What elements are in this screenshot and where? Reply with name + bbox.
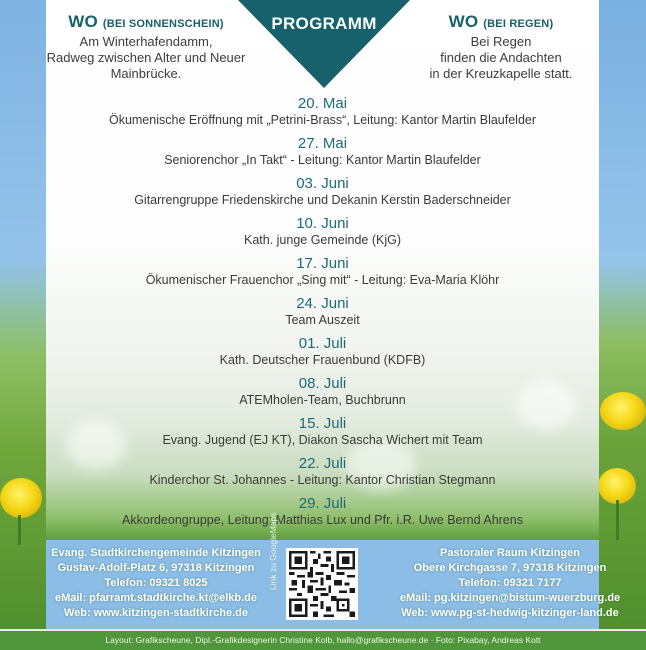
location-line: Am Winterhafendamm, bbox=[79, 34, 213, 49]
event-date: 17. Juni bbox=[296, 255, 349, 272]
event-date: 01. Juli bbox=[298, 335, 347, 352]
program-title: PROGRAMM bbox=[271, 14, 377, 33]
location-sunshine-heading bbox=[46, 14, 246, 32]
program-event bbox=[46, 454, 599, 494]
program-event bbox=[46, 254, 599, 294]
event-description: Akkordeongruppe, Leitung: Matthias Lux und Pfr. i.R. Uwe Bernd Ahrens bbox=[122, 513, 523, 527]
program-event bbox=[46, 494, 599, 534]
event-date: 08. Juli bbox=[298, 375, 347, 392]
location-line: Radweg zwischen Alter und Neuer bbox=[46, 50, 246, 65]
contact-address: Obere Kirchgasse 7, 97318 Kitzingen bbox=[413, 562, 607, 574]
location-line: finden die Andachten bbox=[440, 50, 562, 65]
event-date: 03. Juni bbox=[296, 175, 349, 192]
contact-name: Evang. Stadtkirchengemeinde Kitzingen bbox=[51, 547, 261, 559]
event-date: 29. Juli bbox=[298, 495, 347, 512]
heading-subtitle: (BEI REGEN) bbox=[483, 18, 554, 30]
heading-wo: WO bbox=[68, 12, 98, 31]
contact-web[interactable]: Web: www.kitzingen-stadtkirche.de bbox=[64, 607, 248, 619]
program-event bbox=[46, 94, 599, 134]
location-rain bbox=[403, 14, 599, 82]
location-line: in der Kreuzkapelle statt. bbox=[429, 66, 573, 81]
event-description: Ökumenische Eröffnung mit „Petrini-Brass“, Leitung: Kantor Martin Blaufelder bbox=[108, 113, 537, 127]
event-description: Seniorenchor „In Takt“ - Leitung: Kantor Martin Blaufelder bbox=[164, 153, 481, 167]
program-event bbox=[46, 294, 599, 334]
location-line: Mainbrücke. bbox=[110, 66, 182, 81]
contact-phone[interactable]: Telefon: 09321 8025 bbox=[104, 577, 208, 589]
buttercup-flower-left bbox=[0, 478, 42, 518]
qr-code[interactable] bbox=[286, 548, 358, 620]
contact-katholisch bbox=[380, 546, 640, 621]
contact-phone[interactable]: Telefon: 09321 7177 bbox=[458, 577, 562, 589]
location-rain-heading bbox=[403, 14, 599, 32]
contact-email[interactable]: eMail: pfarramt.stadtkirche.kt@elkb.de bbox=[54, 592, 258, 604]
program-event bbox=[46, 214, 599, 254]
event-date: 10. Juni bbox=[296, 215, 349, 232]
event-description: Kath. Deutscher Frauenbund (KDFB) bbox=[219, 353, 426, 367]
event-date: 27. Mai bbox=[297, 135, 348, 152]
location-line: Bei Regen bbox=[470, 34, 532, 49]
footer-credits: Layout: Grafikscheune, Dipl.-Grafikdesignerin Christine Kolb, hallo@grafikscheune.de · Foto: Pixabay, Andreas Kott bbox=[0, 631, 646, 650]
contact-evangelisch bbox=[40, 546, 272, 621]
event-description: Ökumenischer Frauenchor „Sing mit“ - Leitung: Eva-Maria Klöhr bbox=[145, 273, 500, 287]
program-event bbox=[46, 334, 599, 374]
program-event bbox=[46, 174, 599, 214]
event-description: Kinderchor St. Johannes - Leitung: Kantor Christian Stegmann bbox=[149, 473, 496, 487]
buttercup-flower-right-bottom bbox=[598, 468, 636, 504]
contact-email[interactable]: eMail: pg.kitzingen@bistum-wuerzburg.de bbox=[399, 592, 621, 604]
event-description: Gitarrengruppe Friedenskirche und Dekanin Kerstin Baderschneider bbox=[134, 193, 511, 207]
event-description: Team Auszeit bbox=[285, 313, 360, 327]
flower-stem bbox=[616, 500, 619, 540]
event-date: 24. Juni bbox=[296, 295, 349, 312]
contact-web[interactable]: Web: www.pg-st-hedwig-kitzinger-land.de bbox=[401, 607, 619, 619]
event-date: 22. Juli bbox=[298, 455, 347, 472]
event-description: Kath. junge Gemeinde (KjG) bbox=[243, 233, 402, 247]
program-event bbox=[46, 374, 599, 414]
flower-stem bbox=[18, 515, 21, 545]
qr-code-label: Link zu GoogleMaps bbox=[268, 512, 278, 590]
event-date: 15. Juli bbox=[298, 415, 347, 432]
heading-subtitle: (BEI SONNENSCHEIN) bbox=[102, 18, 224, 30]
program-event bbox=[46, 134, 599, 174]
program-event bbox=[46, 414, 599, 454]
contact-name: Pastoraler Raum Kitzingen bbox=[440, 547, 580, 559]
location-sunshine bbox=[46, 14, 246, 82]
event-date: 20. Mai bbox=[297, 95, 348, 112]
heading-wo: WO bbox=[448, 12, 479, 31]
event-description: Evang. Jugend (EJ KT), Diakon Sascha Wichert mit Team bbox=[162, 433, 483, 447]
program-list bbox=[46, 94, 599, 534]
buttercup-flower-right-top bbox=[600, 392, 646, 430]
qr-code-icon bbox=[289, 551, 355, 617]
event-description: ATEMholen-Team, Buchbrunn bbox=[239, 393, 406, 407]
contact-address: Gustav-Adolf-Platz 6, 97318 Kitzingen bbox=[57, 562, 255, 574]
